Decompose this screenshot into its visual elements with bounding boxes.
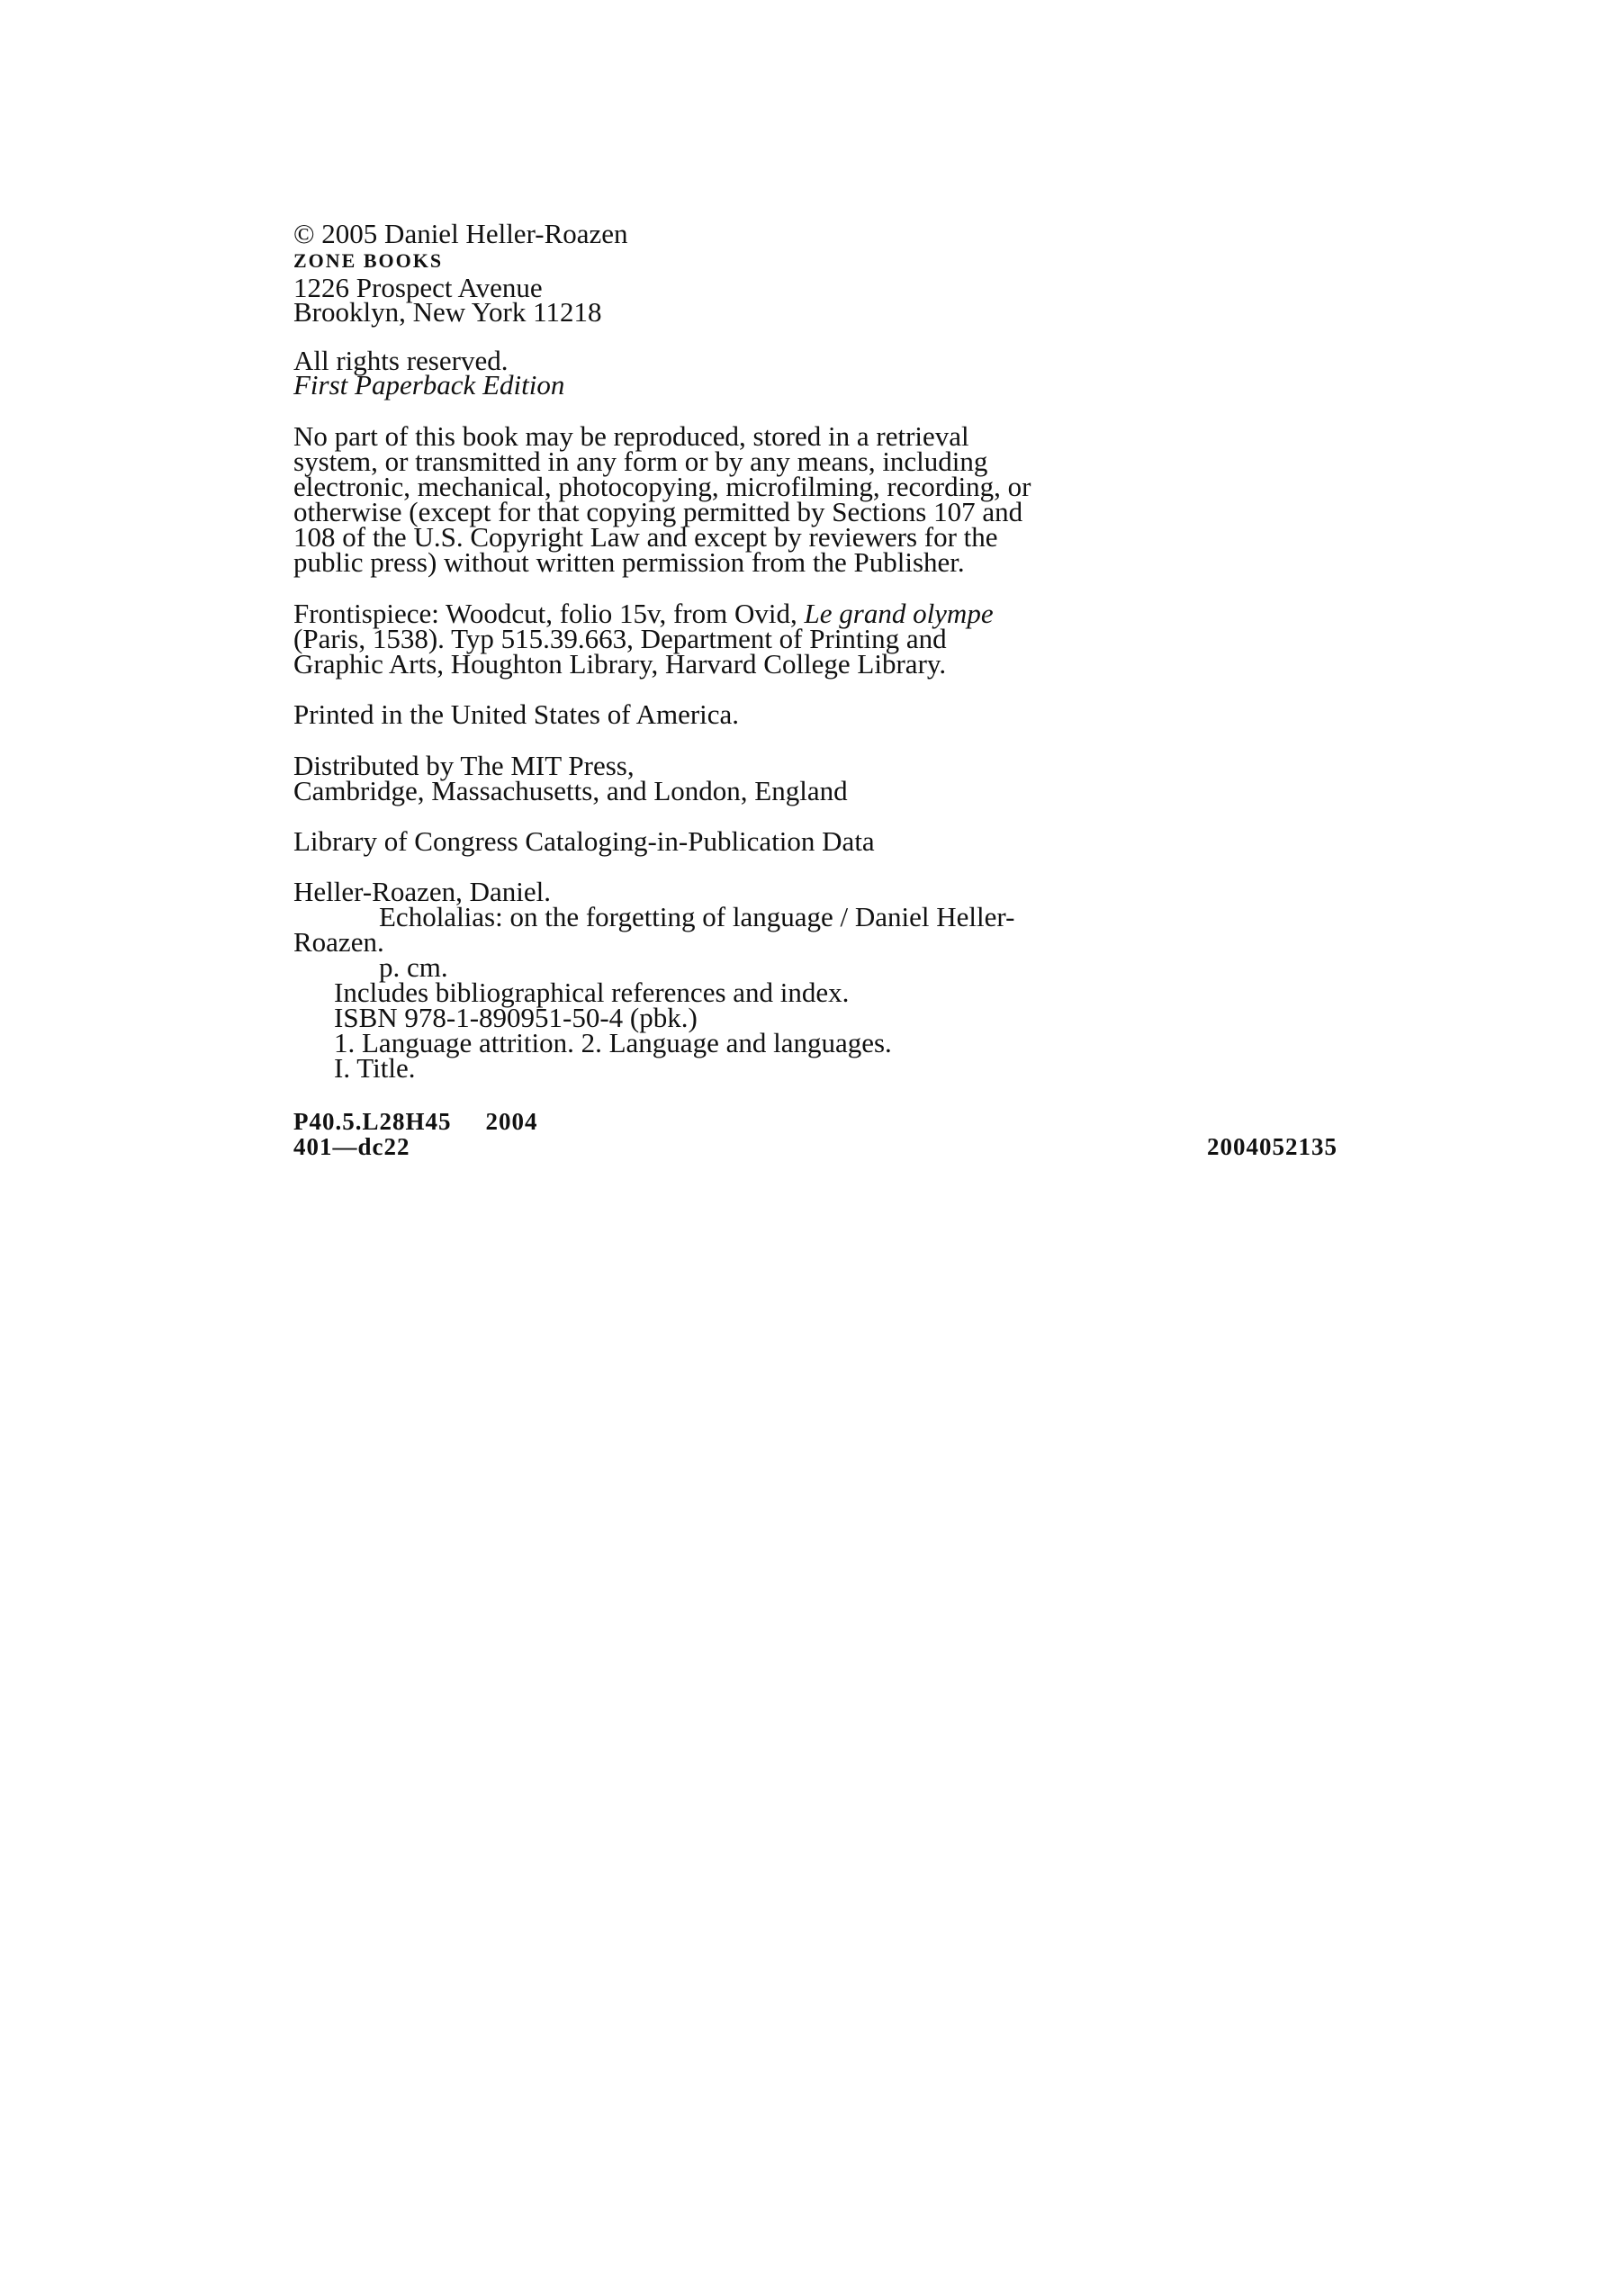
notice-line: No part of this book may be reproduced, stored in a retrieval bbox=[293, 420, 969, 452]
frontispiece-line: Graphic Arts, Houghton Library, Harvard College Library. bbox=[293, 648, 947, 680]
cip-isbn: ISBN 978-1-890951-50-4 (pbk.) bbox=[334, 1002, 698, 1033]
cip-pages: p. cm. bbox=[379, 951, 448, 983]
frontispiece-title: Le grand olympe bbox=[804, 598, 994, 629]
cip-year: 2004 bbox=[485, 1108, 538, 1135]
cip-title-entry: I. Title. bbox=[334, 1052, 416, 1084]
publisher-city: Brooklyn, New York 11218 bbox=[293, 296, 602, 328]
copyright-line: © 2005 Daniel Heller-Roazen bbox=[293, 218, 628, 249]
rights-reserved: All rights reserved. bbox=[293, 345, 509, 376]
cip-lccn: 2004052135 bbox=[1207, 1133, 1337, 1160]
cip-subjects: 1. Language attrition. 2. Language and languages. bbox=[334, 1027, 892, 1058]
distributor-line: Distributed by The MIT Press, bbox=[293, 750, 635, 781]
notice-line: otherwise (except for that copying permitted by Sections 107 and bbox=[293, 496, 1023, 527]
lc-classification: P40.5.L28H45 bbox=[293, 1108, 452, 1135]
cip-dewey: 401—dc22 bbox=[293, 1133, 410, 1160]
edition-note: First Paperback Edition bbox=[293, 369, 565, 401]
notice-line: system, or transmitted in any form or by any means, including bbox=[293, 446, 988, 477]
cip-dewey-row bbox=[293, 1129, 1337, 1165]
publisher-street: 1226 Prospect Avenue bbox=[293, 272, 543, 303]
notice-line: public press) without written permission from the Publisher. bbox=[293, 546, 965, 578]
frontispiece-prefix: Frontispiece: Woodcut, folio 15v, from Ovid, bbox=[293, 598, 805, 629]
printed-location: Printed in the United States of America. bbox=[293, 698, 740, 730]
cip-title-line: Echolalias: on the forgetting of language / Daniel Heller- bbox=[379, 901, 1015, 932]
publisher-name: ZONE BOOKS bbox=[293, 249, 444, 272]
distributor-location: Cambridge, Massachusetts, and London, England bbox=[293, 775, 848, 806]
notice-line: 108 of the U.S. Copyright Law and except by reviewers for the bbox=[293, 521, 998, 553]
notice-line: electronic, mechanical, photocopying, microfilming, recording, or bbox=[293, 471, 1031, 502]
cip-includes: Includes bibliographical references and index. bbox=[334, 977, 850, 1008]
cip-heading: Library of Congress Cataloging-in-Publication Data bbox=[293, 825, 875, 857]
cip-author: Heller-Roazen, Daniel. bbox=[293, 876, 551, 907]
cip-title-line: Roazen. bbox=[293, 926, 384, 958]
copyright-page bbox=[293, 0, 1337, 2296]
frontispiece-line: (Paris, 1538). Typ 515.39.663, Department of Printing and bbox=[293, 623, 947, 654]
